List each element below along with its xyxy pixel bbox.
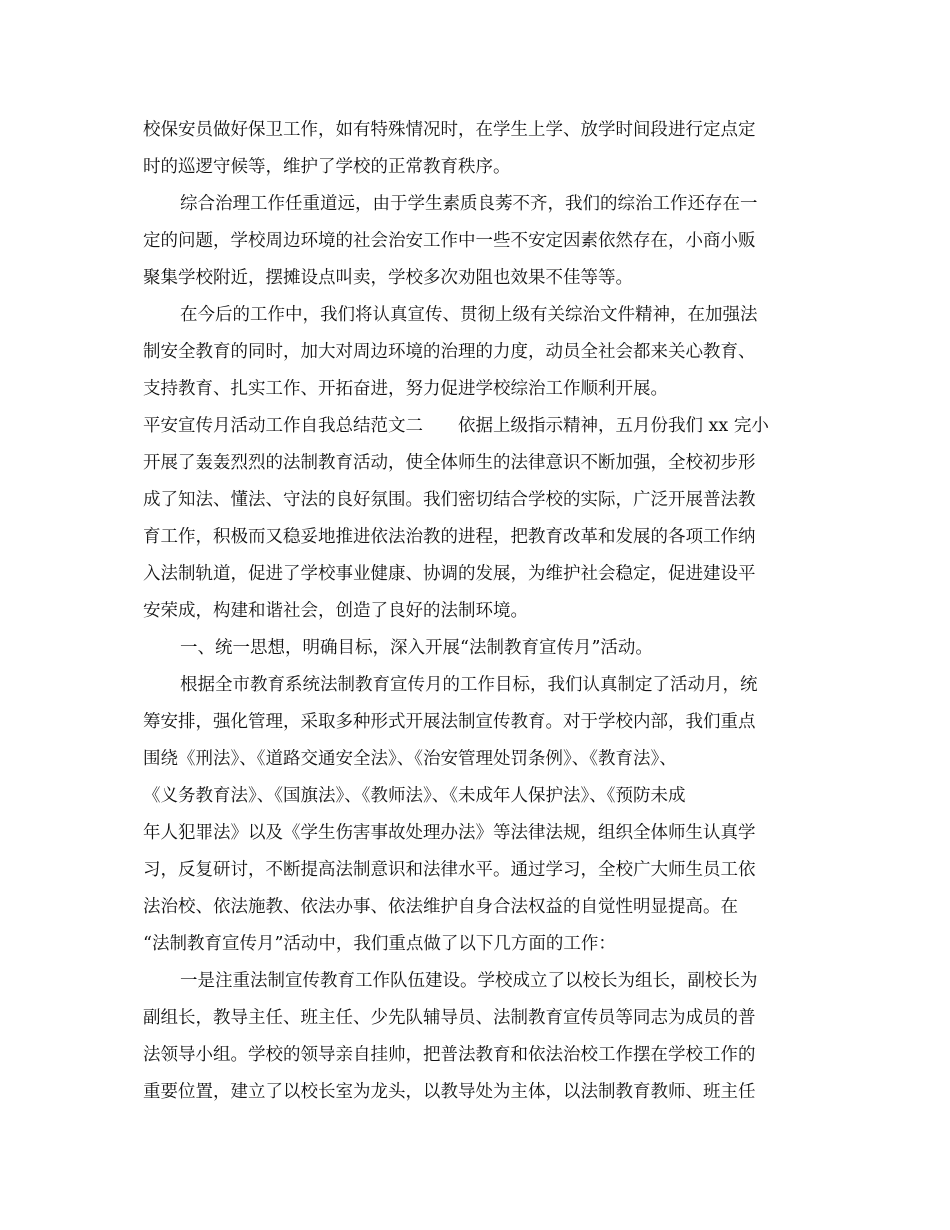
text-line: 成了知法、懂法、守法的良好氛围。我们密切结合学校的实际，广泛开展普法教: [143, 490, 756, 510]
text-line: 法治校、依法施教、依法办事、依法维护自身合法权益的自觉性明显提高。在: [143, 897, 738, 917]
text-line: 制安全教育的同时，加大对周边环境的治理的力度，动员全社会都来关心教育、: [143, 342, 756, 362]
text-line: 法领导小组。学校的领导亲自挂帅，把普法教育和依法治校工作摆在学校工作的: [143, 1045, 756, 1065]
text-line: 聚集学校附近，摆摊设点叫卖，学校多次劝阻也效果不佳等等。: [143, 268, 633, 288]
paragraph-first-line: 一是注重法制宣传教育工作队伍建设。学校成立了以校长为组长，副校长为: [180, 971, 758, 991]
heading-line: 一、统一思想，明确目标，深入开展“法制教育宣传月”活动。: [180, 638, 653, 658]
text-line: 入法制轨道，促进了学校事业健康、协调的发展，为维护社会稳定，促进建设平: [143, 564, 756, 584]
text-line: 开展了轰轰烈烈的法制教育活动，使全体师生的法律意识不断加强，全校初步形: [143, 453, 756, 473]
text-line: 安荣成，构建和谐社会，创造了良好的法制环境。: [143, 601, 528, 621]
text-line: 年人犯罪法》以及《学生伤害事故处理办法》等法律法规，组织全体师生认真学: [143, 823, 756, 843]
paragraph-first-line: 根据全市教育系统法制教育宣传月的工作目标，我们认真制定了活动月，统: [180, 675, 758, 695]
text-line: 支持教育、扎实工作、开拓奋进，努力促进学校综治工作顺利开展。: [143, 379, 668, 399]
paragraph-first-line: 在今后的工作中，我们将认真宣传、贯彻上级有关综治文件精神，在加强法: [180, 305, 758, 325]
text-line: “法制教育宣传月”活动中，我们重点做了以下几方面的工作：: [143, 934, 616, 954]
text-line: 重要位置，建立了以校长室为龙头，以教导处为主体，以法制教育教师、班主任: [143, 1082, 756, 1102]
paragraph-first-line: 综合治理工作任重道远，由于学生素质良莠不齐，我们的综治工作还存在一: [180, 194, 758, 214]
text-line: 筹安排，强化管理，采取多种形式开展法制宣传教育。对于学校内部，我们重点: [143, 712, 756, 732]
text-line: 习，反复研讨，不断提高法制意识和法律水平。通过学习，全校广大师生员工依: [143, 860, 756, 880]
text-line: 《义务教育法》、《国旗法》、《教师法》、《未成年人保护法》、《预防未成: [143, 786, 686, 806]
text-line: 围绕《刑法》、《道路交通安全法》、《治安管理处罚条例》、《教育法》、: [143, 749, 677, 769]
section-title-line: 平安宣传月活动工作自我总结范文二 依据上级指示精神，五月份我们 xx 完小: [143, 416, 769, 436]
text-line: 副组长，教导主任、班主任、少先队辅导员、法制教育宣传员等同志为成员的普: [143, 1008, 756, 1028]
text-line: 育工作，积极而又稳妥地推进依法治教的进程，把教育改革和发展的各项工作纳: [143, 527, 756, 547]
text-line: 定的问题，学校周边环境的社会治安工作中一些不安定因素依然存在，小商小贩: [143, 231, 756, 251]
text-line: 时的巡逻守候等，维护了学校的正常教育秩序。: [143, 157, 511, 177]
text-line: 校保安员做好保卫工作，如有特殊情况时，在学生上学、放学时间段进行定点定: [143, 120, 756, 140]
